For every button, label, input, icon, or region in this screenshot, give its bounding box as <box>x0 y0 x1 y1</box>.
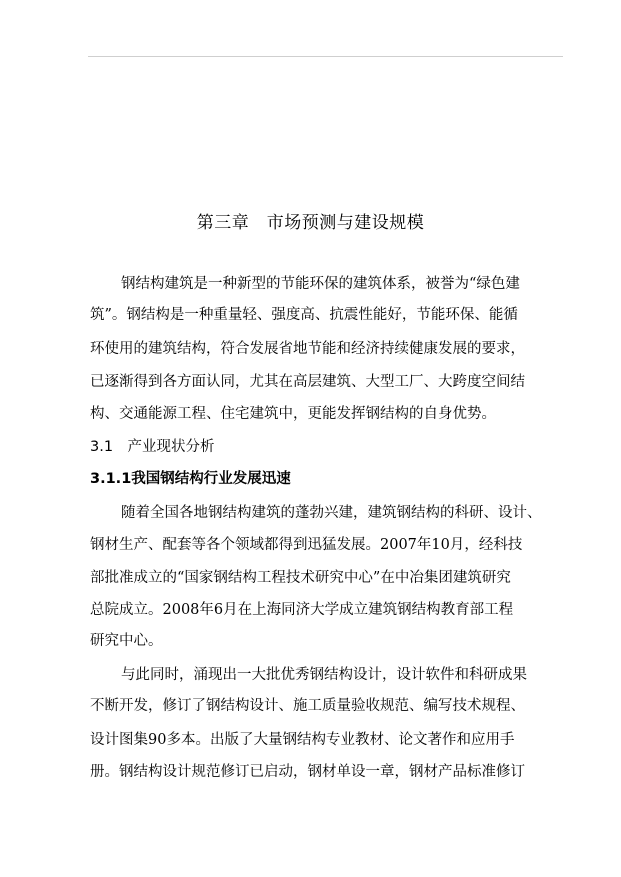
subsection-heading: 3.1.1我国钢结构行业发展迅速 <box>90 471 291 487</box>
chapter-title: 第三章 市场预测与建设规模 <box>196 213 425 233</box>
paragraph-line: 部批准成立的“国家钢结构工程技术研究中心”在中冶集团建筑研究 <box>90 570 511 586</box>
paragraph-line: 钢结构建筑是一种新型的节能环保的建筑体系，被誉为“绿色建 <box>121 276 520 292</box>
paragraph-line: 环使用的建筑结构，符合发展省地节能和经济持续健康发展的要求， <box>90 341 525 357</box>
paragraph-line: 与此同时，涌现出一大批优秀钢结构设计，设计软件和科研成果 <box>121 667 527 683</box>
paragraph-line: 筑”。钢结构是一种重量轻、强度高、抗震性能好，节能环保、能循 <box>90 307 518 323</box>
paragraph-line: 设计图集90多本。出版了大量钢结构专业教材、论文著作和应用手 <box>90 732 515 748</box>
paragraph-line: 随着全国各地钢结构建筑的蓬勃兴建，建筑钢结构的科研、设计、 <box>121 505 542 521</box>
paragraph-line: 不断开发，修订了钢结构设计、施工质量验收规范、编写技术规程、 <box>90 698 525 714</box>
paragraph-line: 研究中心。 <box>90 633 163 649</box>
paragraph-line: 钢材生产、配套等各个领域都得到迅猛发展。2007年10月，经科技 <box>90 537 523 553</box>
paragraph-line: 总院成立。2008年6月在上海同济大学成立建筑钢结构教育部工程 <box>90 602 514 618</box>
paragraph-line: 构、交通能源工程、住宅建筑中，更能发挥钢结构的自身优势。 <box>90 406 496 422</box>
paragraph-line: 已逐渐得到各方面认同，尤其在高层建筑、大型工厂、大跨度空间结 <box>90 374 525 390</box>
paragraph-line: 册。钢结构设计规范修订已启动，钢材单设一章，钢材产品标准修订 <box>90 764 525 780</box>
header-rule <box>88 56 563 57</box>
section-heading: 3.1 产业现状分析 <box>90 439 215 455</box>
